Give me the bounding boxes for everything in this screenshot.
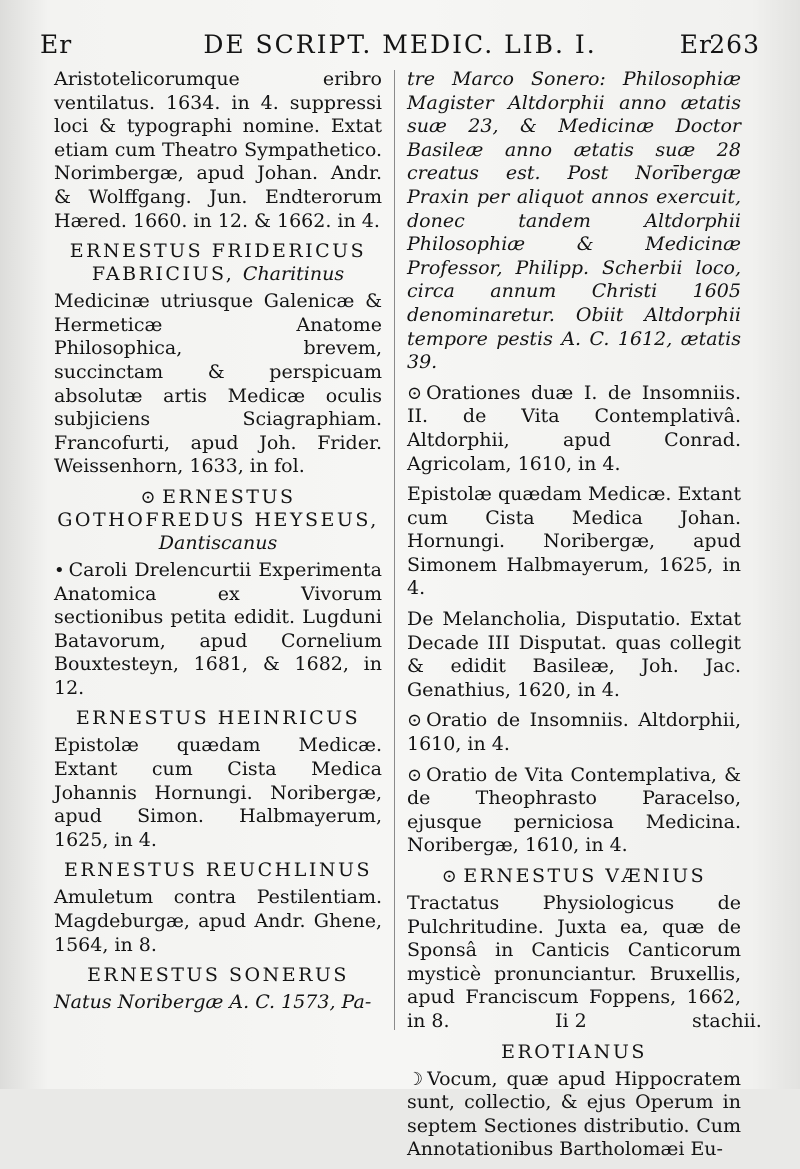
entry-words: ERNESTUS REUCHLINUS — [64, 859, 372, 882]
entry-text — [54, 559, 382, 701]
entry-text — [407, 382, 741, 476]
entry-words: Amuletum contra Pestilentiam. Magdeburgæ, apud Andr. Ghene, 1564, in 8. — [54, 886, 382, 956]
biography-text — [54, 991, 382, 1015]
entry-words: Tractatus Physiologicus de Pulchritudine. Juxta ea, quæ de Sponsâ in Canticis Canticorum mysticè pronunciantur. Bruxellis, apud Franciscum Foppens, 1662, in 8. — [407, 892, 741, 1032]
biography-text — [407, 68, 741, 375]
left-running-head: Er — [40, 30, 73, 59]
entry-text — [407, 483, 741, 601]
entry-words: ERNESTUS FRIDERICUS FABRICIUS, — [69, 240, 367, 286]
marginal-symbol-icon: ☽ — [407, 1068, 424, 1090]
marginal-symbol-icon: • — [54, 559, 65, 581]
right-running-head: Er — [679, 30, 712, 59]
author-heading — [54, 859, 382, 882]
page-number: 263 — [709, 30, 760, 59]
marginal-symbol-icon: ⊙ — [407, 710, 423, 732]
entry-text — [54, 290, 382, 479]
right-column — [407, 68, 741, 1169]
page-title: DE SCRIPT. MEDIC. LIB. I. — [203, 30, 597, 59]
entry-words: ERNESTUS VÆNIUS — [463, 865, 707, 887]
author-heading — [407, 865, 741, 888]
entry-words: Vocum, quæ apud Hippocratem sunt, collectio, & ejus Operum in septem Sectiones distributio. Cum Annotationibus Bartholomæi Eu- — [407, 1067, 741, 1161]
entry-text — [407, 764, 741, 858]
marginal-symbol-icon: ⊙ — [407, 764, 423, 786]
column-divider — [394, 70, 395, 1030]
entry-text — [54, 734, 382, 852]
entry-words: Aristotelicorumque eribro ventilatus. 1634. in 4. suppressi loci & typographi nomine. Extat etiam cum Theatro Sympathetico. Norimbergæ, apud Johan. Andr. & Wolffgang. Jun. Endterorum Hæred. 1660. in 12. & 1662. in 4. — [54, 68, 382, 232]
entry-words: tre Marco Sonero: Philosophiæ Magister Altdorphii anno ætatis suæ 23, & Medicinæ Doctor Basileæ anno ætatis suæ 28 creatus est. Post Norībergæ Praxin per aliquot annos exercuit, donec tandem Altdorphii Philosophiæ & Medicinæ Professor, Philipp. Scherbii loco, circa annum Christi 1605 denominaretur. Obiit Altdorphii tempore pestis A. C. 1612, ætatis 39. — [407, 68, 741, 374]
entry-words: Caroli Drelencurtii Experimenta Anatomica ex Vivorum sectionibus petita edidit. Lugduni Batavorum, apud Cornelium Bouxtesteyn, 1681, & 1682, in 12. — [54, 558, 382, 699]
running-header — [40, 30, 760, 66]
entry-words: Oratio de Vita Contemplativa, & de Theophrasto Paracelso, ejusque perniciosa Medicina. Noribergæ, 1610, in 4. — [407, 763, 741, 857]
entry-words: Oratio de Insomniis. Altdorphii, 1610, in 4. — [407, 709, 741, 756]
marginal-symbol-icon: ⊙ — [407, 382, 423, 404]
catchword: stachii. — [692, 1010, 762, 1032]
entry-words: ERNESTUS SONERUS — [87, 964, 349, 987]
author-heading — [54, 486, 382, 555]
author-heading — [54, 964, 382, 987]
entry-words: Epistolæ quædam Medicæ. Extant cum Cista Medica Johan. Hornungi. Noribergæ, apud Simonem Halbmayerum, 1625, in 4. — [407, 483, 741, 600]
author-heading — [54, 707, 382, 730]
entry-text — [407, 1068, 741, 1162]
entry-words: ERNESTUS HEINRICUS — [75, 707, 361, 730]
marginal-symbol-icon: ⊙ — [441, 866, 460, 887]
entry-words: Medicinæ utriusque Galenicæ & Hermeticæ Anatome Philosophica, brevem, succinctam & perspicuam absolutæ artis Medicæ oculis subjiciens Sciagraphiam. Francofurti, apud Joh. Frider. Weissenhorn, 1633, in fol. — [54, 290, 382, 478]
entry-text — [54, 68, 382, 233]
entry-words: ERNESTUS GOTHOFREDUS HEYSEUS, — [57, 485, 379, 531]
author-origin: Dantiscanus — [158, 531, 278, 554]
entry-words: De Melancholia, Disputatio. Extat Decade III Disputat. quas collegit & edidit Basileæ, Joh. Jac. Genathius, 1620, in 4. — [407, 608, 741, 701]
entry-text — [407, 709, 741, 756]
left-column — [54, 68, 382, 1022]
entry-text — [54, 886, 382, 957]
entry-words: Natus Noribergæ A. C. 1573, Pa- — [54, 991, 372, 1014]
signature-mark: Ii 2 — [555, 1010, 587, 1032]
entry-text — [407, 608, 741, 702]
author-origin: Charitinus — [242, 263, 345, 286]
entry-words: Epistolæ quædam Medicæ. Extant cum Cista Medica Johannis Hornungi. Noribergæ, apud Simon. Halbmayerum, 1625, in 4. — [54, 734, 382, 851]
entry-words: Orationes duæ I. de Insomniis. II. de Vita Contemplativâ. Altdorphii, apud Conrad. Agricolam, 1610, in 4. — [407, 381, 741, 475]
author-heading — [407, 1041, 741, 1064]
author-heading — [54, 240, 382, 286]
entry-words: EROTIANUS — [501, 1040, 647, 1063]
marginal-symbol-icon: ⊙ — [140, 486, 159, 508]
